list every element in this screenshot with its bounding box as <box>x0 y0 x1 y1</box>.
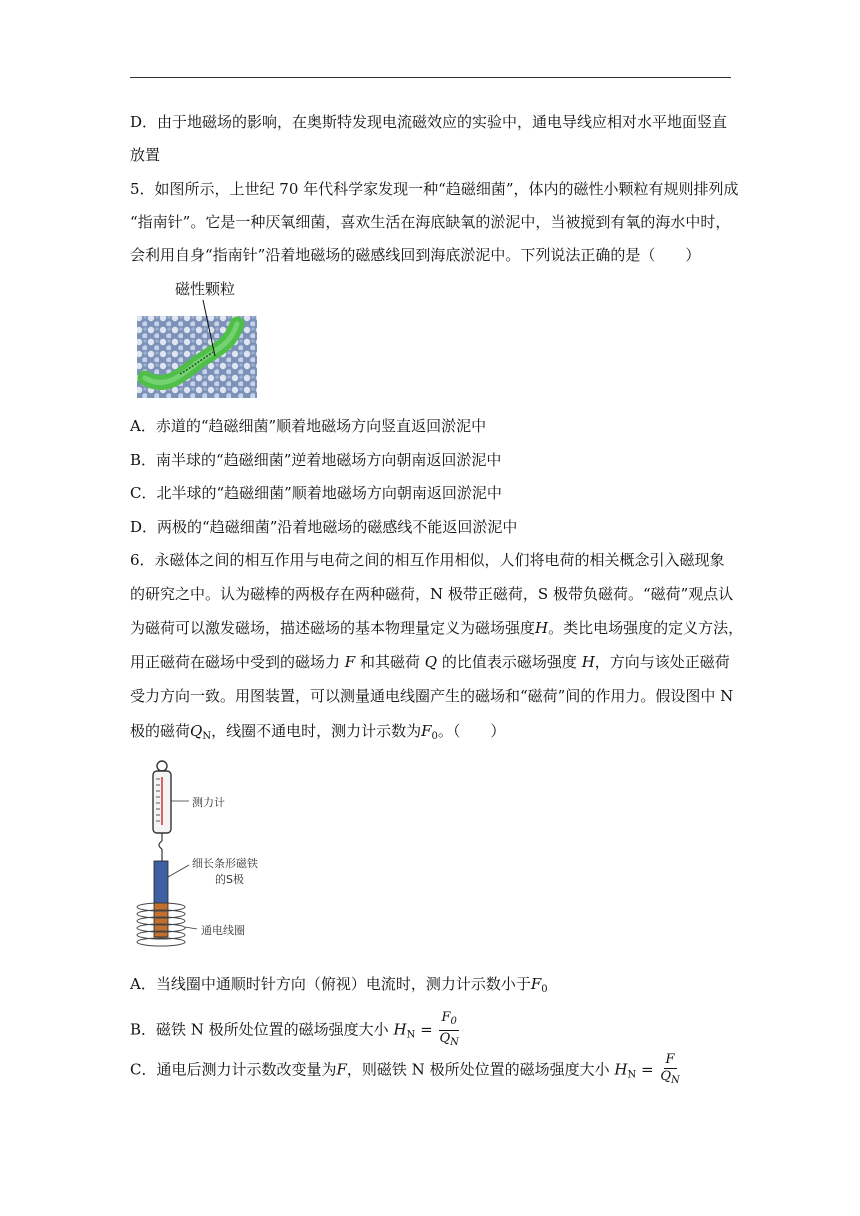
q5-stem-line2: “指南针”。它是一种厌氧细菌，喜欢生活在海底缺氧的淤泥中，当被搅到有氧的海水中时， <box>130 213 731 231</box>
header-rule <box>130 77 731 78</box>
magnet-label-line2: 的S极 <box>215 873 244 886</box>
bacteria-figure <box>135 278 260 400</box>
q5-option-b: B．南半球的“趋磁细菌”逆着地磁场方向朝南返回淤泥中 <box>130 451 502 469</box>
q6-option-c: C．通电后测力计示数改变量为F，则磁铁 N 极所处位置的磁场强度大小 $H_N$ = $\frac{F}{Q_N}$ <box>130 1052 682 1092</box>
q5-stem-line1: 5．如图所示，上世纪 70 年代科学家发现一种“趋磁细菌”，体内的磁性小颗粒有规则排列成 <box>130 180 739 198</box>
q4-option-d-line2: 放置 <box>130 146 161 164</box>
q6-stem-line5: 受力方向一致。用图装置，可以测量通电线圈产生的磁场和“磁荷”间的作用力。假设图中 N <box>130 687 734 705</box>
coil-label: 通电线圈 <box>201 924 245 937</box>
q6-stem-line4: 用正磁荷在磁场中受到的磁场力 F 和其磁荷 Q 的比值表示磁场强度 H，方向与该处正磁荷 <box>130 653 730 671</box>
q6-option-a: A．当线圈中通顺时针方向（俯视）电流时，测力计示数小于$F_0$ <box>130 975 548 995</box>
q5-option-d: D．两极的“趋磁细菌”沿着地磁场的磁感线不能返回淤泥中 <box>130 518 518 536</box>
q6-stem-line2: 的研究之中。认为磁棒的两极存在两种磁荷，N 极带正磁荷，S 极带负磁荷。“磁荷”观点认 <box>130 585 734 603</box>
q5-option-c: C．北半球的“趋磁细菌”顺着地磁场方向朝南返回淤泥中 <box>130 484 502 502</box>
q6-stem-line3: 为磁荷可以激发磁场，描述磁场的基本物理量定义为磁场强度H。类比电场强度的定义方法， <box>130 619 744 637</box>
q5-stem-line3: 会利用自身“指南针”沿着地磁场的磁感线回到海底淤泥中。下列说法正确的是（ ） <box>130 246 701 264</box>
q4-option-d-line1: D．由于地磁场的影响，在奥斯特发现电流磁效应的实验中，通电导线应相对水平地面竖直 <box>130 113 728 131</box>
q5-option-a: A．赤道的“趋磁细菌”顺着地磁场方向竖直返回淤泥中 <box>130 417 487 435</box>
q6-option-b: B．磁铁 N 极所处位置的磁场强度大小 $H_N$ = $\frac{F_0}{Q_N}$ <box>130 1010 461 1052</box>
force-meter-label: 测力计 <box>192 796 225 809</box>
force-meter-figure <box>125 757 285 957</box>
q6-option-c-fraction: $\frac{F}{Q_N}$ <box>660 1052 680 1086</box>
magnetic-particle-label: 磁性颗粒 <box>175 280 236 298</box>
q6-option-b-fraction: $\frac{F_0}{Q_N}$ <box>439 1010 459 1048</box>
q6-stem-line1: 6．永磁体之间的相互作用与电荷之间的相互作用相似，人们将电荷的相关概念引入磁现象 <box>130 551 725 569</box>
q6-stem-line6: 极的磁荷$Q_N$，线圈不通电时，测力计示数为$F_0$。（ ） <box>130 722 506 742</box>
magnet-label-line1: 细长条形磁铁 <box>192 857 258 870</box>
